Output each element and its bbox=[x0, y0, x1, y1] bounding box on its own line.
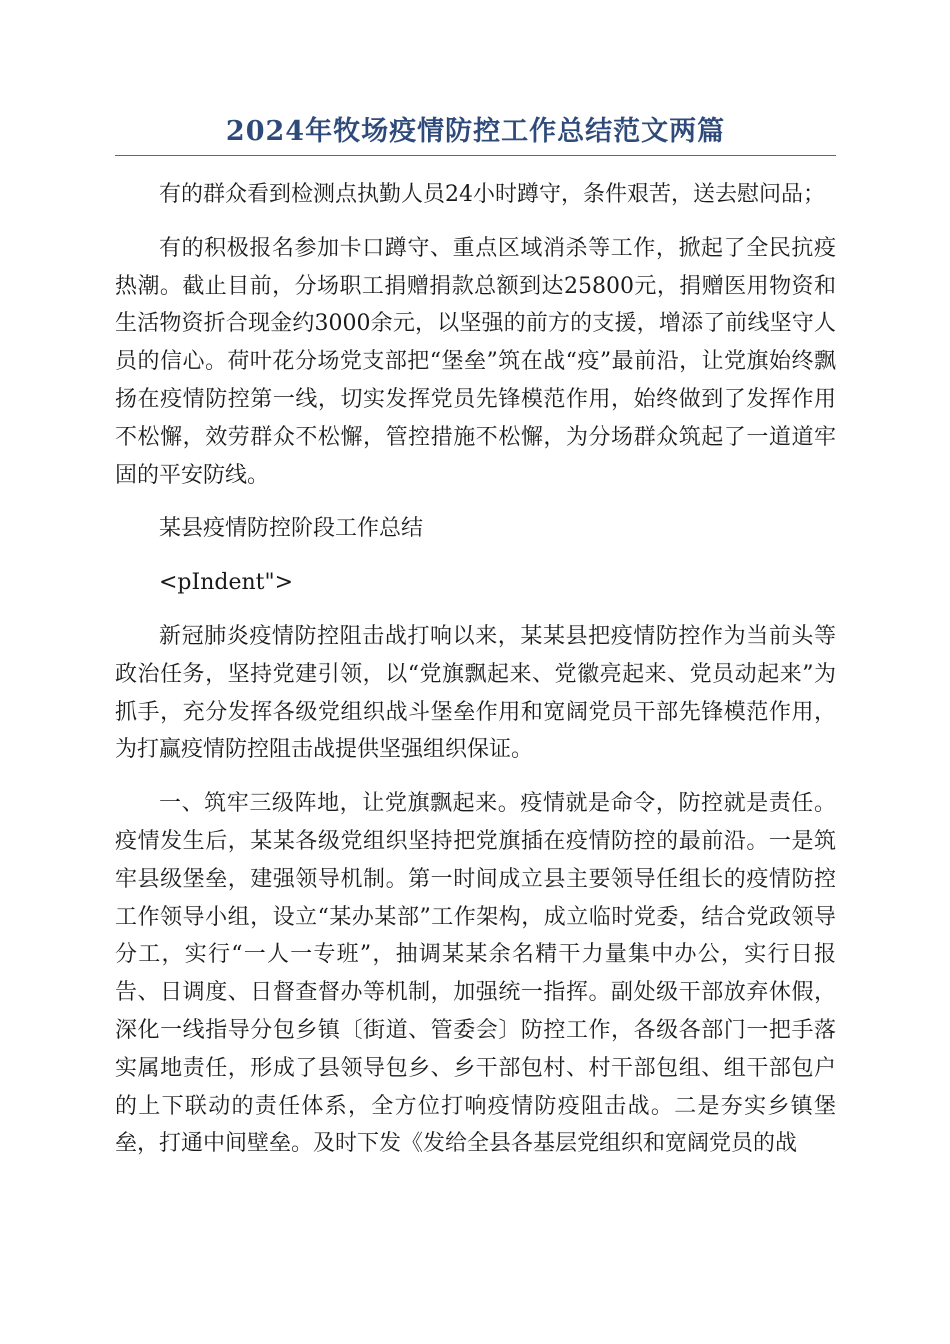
document-page bbox=[115, 112, 836, 1163]
paragraph-1: 有的群众看到检测点执勤人员24小时蹲守，条件艰苦，送去慰问品； bbox=[159, 182, 825, 207]
paragraph-3: 新冠肺炎疫情防控阻击战打响以来，某某县把疫情防控作为当前头等政治任务，坚持党建引领，以“党旗飘起来、党徽亮起来、党员动起来”为抓手，充分发挥各级党组织战斗堡垒作用和宽阔党员干部先锋模范作用，为打赢疫情防控阻击战提供坚强组织保证。 bbox=[115, 623, 836, 763]
document-title: 2024年牧场疫情防控工作总结范文两篇 bbox=[115, 112, 836, 156]
paragraph-4: 一、筑牢三级阵地，让党旗飘起来。疫情就是命令，防控就是责任。疫情发生后，某某各级党组织坚持把党旗插在疫情防控的最前沿。一是筑牢县级堡垒，建强领导机制。第一时间成立县主要领导任组长的疫情防控工作领导小组，设立“某办某部”工作架构，成立临时党委，结合党政领导分工，实行“一人一专班”，抽调某某余名精干力量集中办公，实行日报告、日调度、日督查督办等机制，加强统一指挥。副处级干部放弃休假，深化一线指导分包乡镇〔街道、管委会〕防控工作，各级各部门一把手落实属地责任，形成了县领导包乡、乡干部包村、村干部包组、组干部包户的上下联动的责任体系，全方位打响疫情防疫阻击战。二是夯实乡镇堡垒，打通中间壁垒。及时下发《发给全县各基层党组织和宽阔党员的战 bbox=[115, 791, 836, 1157]
section-heading: 某县疫情防控阶段工作总结 bbox=[159, 516, 424, 542]
paragraph-2: 有的积极报名参加卡口蹲守、重点区域消杀等工作，掀起了全民抗疫热潮。截止目前，分场职工捐赠捐款总额到达25800元，捐赠医用物资和生活物资折合现金约3000余元，以坚强的前方的支援，增添了前线坚守人员的信心。荷叶花分场党支部把“堡垒”筑在战“疫”最前沿，让党旗始终飘扬在疫情防控第一线，切实发挥党员先锋模范作用，始终做到了发挥作用不松懈，效劳群众不松懈，管控措施不松懈，为分场群众筑起了一道道牢固的平安防线。 bbox=[115, 235, 836, 488]
markup-artifact: <pIndent"> bbox=[159, 570, 294, 596]
